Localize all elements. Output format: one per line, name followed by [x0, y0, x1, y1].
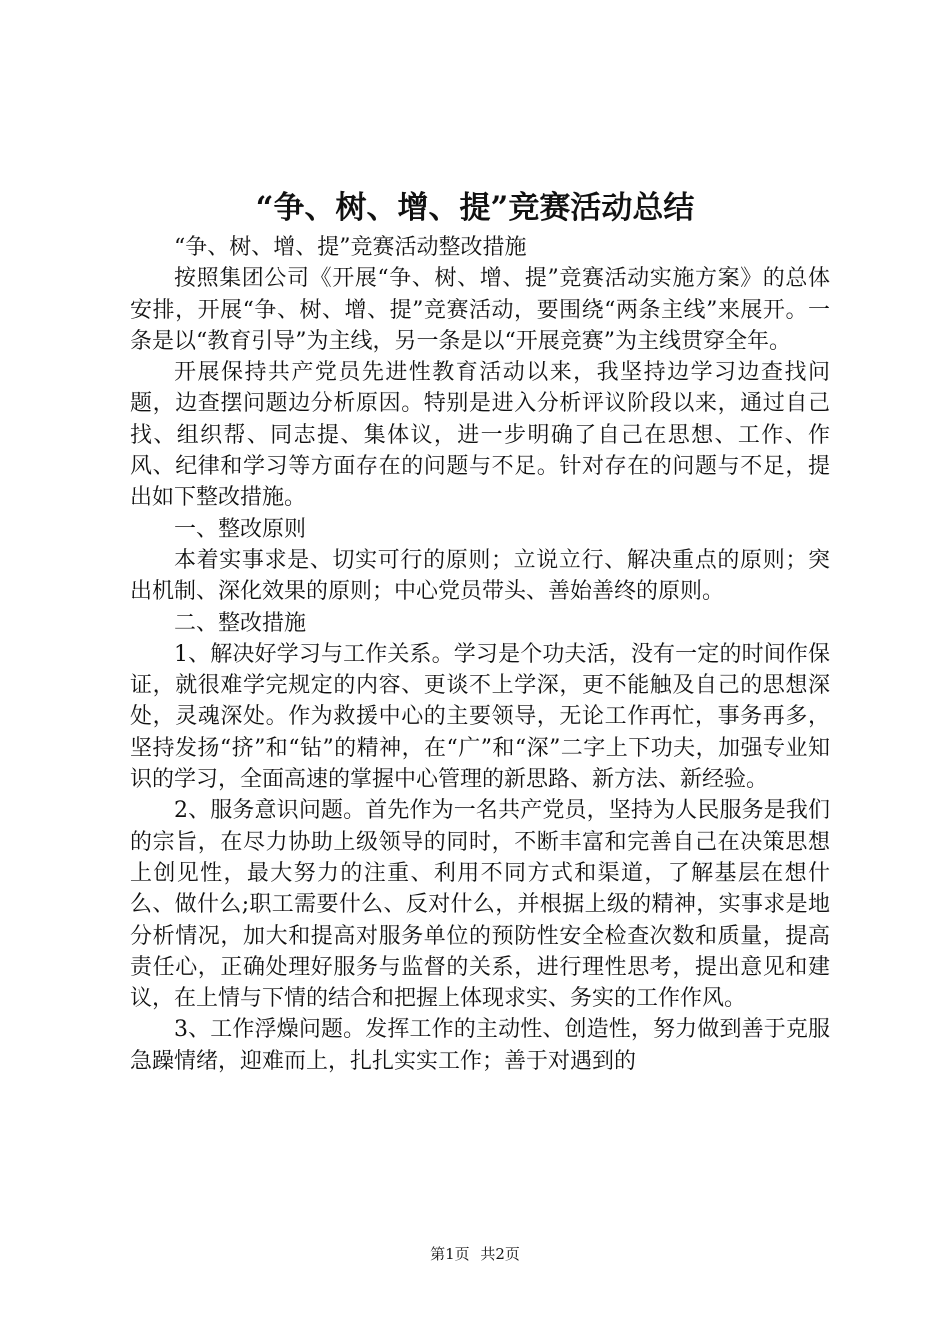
- section-heading: 一、整改原则: [174, 516, 307, 542]
- subtitle-paragraph: “争、树、增、提”竞赛活动整改措施: [174, 235, 527, 260]
- document-title: “争、树、增、提”竞赛活动总结: [255, 190, 695, 226]
- body-paragraph: 1、解决好学习与工作关系。学习是个功夫活，没有一定的时间作保证，就很难学完规定的内容、更谈不上学深，更不能触及自己的思想深处，灵魂深处。作为救援中心的主要领导，无论工作再忙，事务再多，坚持发扬“挤”和“钻”的精神，在“广”和“深”二字上下功夫，加强专业知识的学习，全面高速的掌握中心管理的新思路、新方法、新经验。: [130, 641, 830, 793]
- body-paragraph: 开展保持共产党员先进性教育活动以来，我坚持边学习边查找问题，边查摆问题边分析原因。特别是进入分析评议阶段以来，通过自己找、组织帮、同志提、集体议，进一步明确了自己在思想、工作、作风、纪律和学习等方面存在的问题与不足。针对存在的问题与不足，提出如下整改措施。: [130, 360, 830, 511]
- document-body: [130, 232, 830, 1077]
- page-total: 共2页: [480, 1245, 520, 1263]
- body-paragraph: 按照集团公司《开展“争、树、增、提”竞赛活动实施方案》的总体安排，开展“争、树、增、提”竞赛活动，要围绕“两条主线”来展开。一条是以“教育引导”为主线，另一条是以“开展竞赛”为主线贯穿全年。: [130, 266, 830, 354]
- body-paragraph: 本着实事求是、切实可行的原则；立说立行、解决重点的原则；突出机制、深化效果的原则；中心党员带头、善始善终的原则。: [130, 547, 830, 605]
- body-paragraph: 2、服务意识问题。首先作为一名共产党员，坚持为人民服务是我们的宗旨，在尽力协助上级领导的同时，不断丰富和完善自己在决策思想上创见性，最大努力的注重、利用不同方式和渠道，了解基层在想什么、做什么;职工需要什么、反对什么，并根据上级的精神，实事求是地分析情况，加大和提高对服务单位的预防性安全检查次数和质量，提高责任心，正确处理好服务与监督的关系，进行理性思考，提出意见和建议，在上情与下情的结合和把握上体现求实、务实的工作作风。: [130, 798, 830, 1012]
- page-number: 第1页: [430, 1245, 470, 1263]
- section-heading: 二、整改措施: [174, 610, 307, 636]
- page-footer: [0, 1244, 950, 1264]
- body-paragraph: 3、工作浮燥问题。发挥工作的主动性、创造性，努力做到善于克服急躁情绪，迎难而上，扎扎实实工作；善于对遇到的: [130, 1017, 830, 1074]
